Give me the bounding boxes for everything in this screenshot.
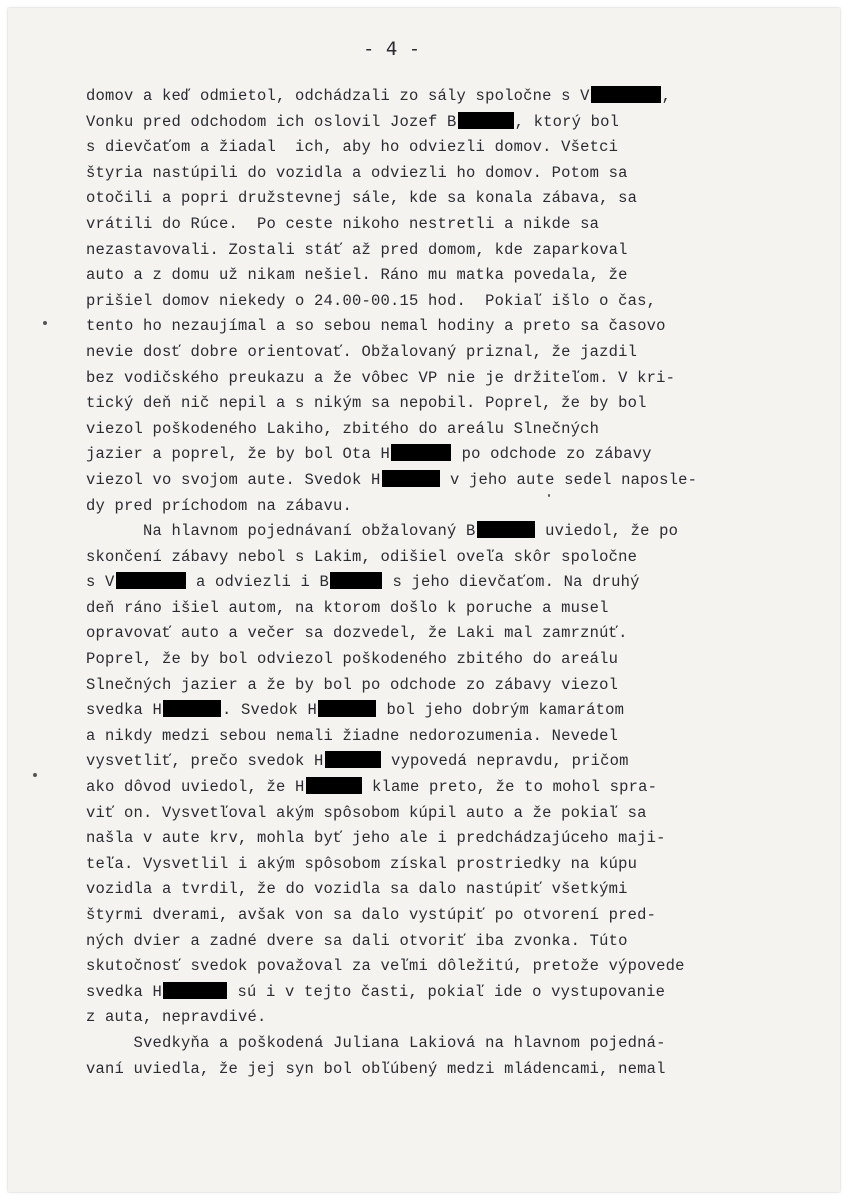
line-text: bez vodičského preukazu a že vôbec VP nie je držiteľom. V kri-: [86, 368, 676, 387]
text-line: [86, 417, 766, 443]
redaction-bar: [116, 572, 186, 589]
line-text: ,: [661, 87, 672, 105]
redaction-bar: [306, 777, 362, 794]
text-line: [86, 980, 766, 1006]
line-text: bol jeho dobrým kamarátom: [377, 701, 625, 720]
line-text: s V: [86, 573, 115, 592]
text-line: [86, 494, 766, 520]
line-text: s jeho dievčaťom. Na druhý: [383, 573, 640, 592]
line-text: viezol poškodeného Lakiho, zbitého do areálu Slnečných: [86, 419, 600, 438]
line-text: tický deň nič nepil a s nikým sa nepobil. Poprel, že by bol: [86, 394, 647, 413]
line-text: uviedol, že po: [535, 522, 679, 541]
text-line: [86, 724, 766, 750]
redaction-bar: [163, 700, 221, 717]
line-text: auto a z domu už nikam nešiel. Ráno mu matka povedala, že: [86, 266, 628, 285]
body-text: [86, 84, 766, 1082]
text-line: [86, 596, 766, 622]
text-line: [86, 801, 766, 827]
text-line: [86, 929, 766, 955]
text-line: [86, 186, 766, 212]
text-line: [86, 289, 766, 315]
text-line: [86, 1031, 766, 1057]
line-text: a odviezli i B: [186, 573, 330, 592]
text-line: [86, 238, 766, 264]
line-text: našla v aute krv, mohla byť jeho ale i predchádzajúceho maji-: [86, 829, 666, 848]
text-line: [86, 954, 766, 980]
line-text: vypovedá nepravdu, pričom: [381, 752, 629, 771]
line-text: dy pred príchodom na zábavu.: [86, 496, 353, 515]
text-line: [86, 903, 766, 929]
line-text: a nikdy medzi sebou nemali žiadne nedorozumenia. Nevedel: [86, 726, 619, 745]
redaction-bar: [318, 700, 376, 717]
text-line: [86, 570, 766, 596]
line-text: otočili a popri družstevnej sále, kde sa konala zábava, sa: [86, 189, 638, 208]
line-text: štyria nastúpili do vozidla a odviezli ho domov. Potom sa: [86, 163, 628, 182]
redaction-bar: [477, 521, 535, 538]
line-text: Svedkyňa a poškodená Juliana Lakiová na hlavnom pojedná-: [86, 1033, 666, 1052]
line-text: sú i v tejto časti, pokiaľ ide o vystupovanie: [228, 982, 666, 1001]
line-text: ako dôvod uviedol, že H: [86, 778, 305, 797]
line-text: opravovať auto a večer sa dozvedel, že Laki mal zamrznúť.: [86, 624, 628, 643]
line-text: viezol vo svojom aute. Svedok H: [86, 470, 381, 489]
text-line: [86, 161, 766, 187]
line-text: Poprel, že by bol odviezol poškodeného zbitého do areálu: [86, 650, 619, 669]
text-line: [86, 1057, 766, 1083]
redaction-bar: [382, 470, 440, 487]
paper-speck: [548, 494, 550, 497]
line-text: vrátili do Rúce. Po ceste nikoho nestretli a nikde sa: [86, 214, 600, 233]
redaction-bar: [391, 444, 451, 461]
line-text: štyrmi dverami, avšak von sa dalo vystúpiť po otvorení pred-: [86, 906, 657, 924]
line-text: tento ho nezaujímal a so sebou nemal hodiny a preto sa časovo: [86, 317, 666, 336]
line-text: vysvetliť, prečo svedok H: [86, 752, 324, 771]
paper-speck: [43, 321, 47, 325]
line-text: nezastavovali. Zostali stáť až pred domom, kde zaparkoval: [86, 240, 628, 259]
page-number: - 4 -: [363, 38, 421, 60]
line-text: skončení zábavy nebol s Lakim, odišiel oveľa skôr spoločne: [86, 547, 638, 566]
text-line: [86, 263, 766, 289]
line-text: z auta, nepravdivé.: [86, 1008, 267, 1027]
redaction-bar: [325, 751, 381, 768]
line-text: prišiel domov niekedy o 24.00-00.15 hod. Pokiaľ išlo o čas,: [86, 291, 657, 310]
text-line: [86, 442, 766, 468]
line-text: viť on. Vysvetľoval akým spôsobom kúpil auto a že pokiaľ sa: [86, 803, 647, 822]
line-text: Slnečných jazier a že by bol po odchode zo zábavy viezol: [86, 675, 619, 694]
line-text: vozidla a tvrdil, že do vozidla sa dalo nastúpiť všetkými: [86, 880, 628, 899]
line-text: Na hlavnom pojednávaní obžalovaný B: [86, 522, 476, 541]
text-line: [86, 698, 766, 724]
line-text: . Svedok H: [222, 701, 318, 720]
line-text: vaní uviedla, že jej syn bol obľúbený medzi mládencami, nemal: [86, 1059, 666, 1078]
text-line: [86, 110, 766, 136]
line-text: skutočnosť svedok považoval za veľmi dôležitú, pretože výpovede: [86, 957, 685, 976]
text-line: [86, 1005, 766, 1031]
text-line: [86, 775, 766, 801]
line-text: klame preto, že to mohol spra-: [362, 778, 658, 797]
line-text: domov a keď odmietol, odchádzali zo sály spoločne s V: [86, 87, 590, 105]
line-text: po odchode zo zábavy: [452, 445, 652, 464]
line-text: svedka H: [86, 701, 163, 720]
text-line: [86, 314, 766, 340]
redaction-bar: [330, 572, 382, 589]
document-page: [8, 8, 840, 1192]
text-line: [86, 877, 766, 903]
line-text: , ktorý bol: [514, 112, 620, 131]
text-line: [86, 135, 766, 161]
text-line: [86, 749, 766, 775]
text-line: [86, 468, 766, 494]
line-text: Vonku pred odchodom ich oslovil Jozef B: [86, 112, 457, 131]
redaction-bar: [163, 982, 227, 999]
text-line: [86, 673, 766, 699]
text-line: [86, 519, 766, 545]
line-text: deň ráno išiel autom, na ktorom došlo k poruche a musel: [86, 598, 609, 617]
text-line: [86, 340, 766, 366]
line-text: ných dvier a zadné dvere sa dali otvoriť iba zvonka. Túto: [86, 931, 628, 950]
line-text: v jeho aute sedel naposle-: [440, 470, 698, 489]
text-line: [86, 852, 766, 878]
text-line: [86, 391, 766, 417]
redaction-bar: [458, 112, 514, 129]
line-text: s dievčaťom a žiadal ich, aby ho odviezli domov. Všetci: [86, 138, 619, 157]
line-text: jazier a poprel, že by bol Ota H: [86, 445, 391, 464]
text-line: [86, 84, 766, 110]
paper-speck: [33, 773, 37, 777]
text-line: [86, 621, 766, 647]
text-line: [86, 212, 766, 238]
line-text: nevie dosť dobre orientovať. Obžalovaný priznal, že jazdil: [86, 342, 638, 361]
text-line: [86, 826, 766, 852]
redaction-bar: [591, 86, 661, 103]
text-line: [86, 647, 766, 673]
text-line: [86, 366, 766, 392]
line-text: svedka H: [86, 982, 163, 1001]
line-text: teľa. Vysvetlil i akým spôsobom získal prostriedky na kúpu: [86, 854, 638, 873]
text-line: [86, 545, 766, 571]
